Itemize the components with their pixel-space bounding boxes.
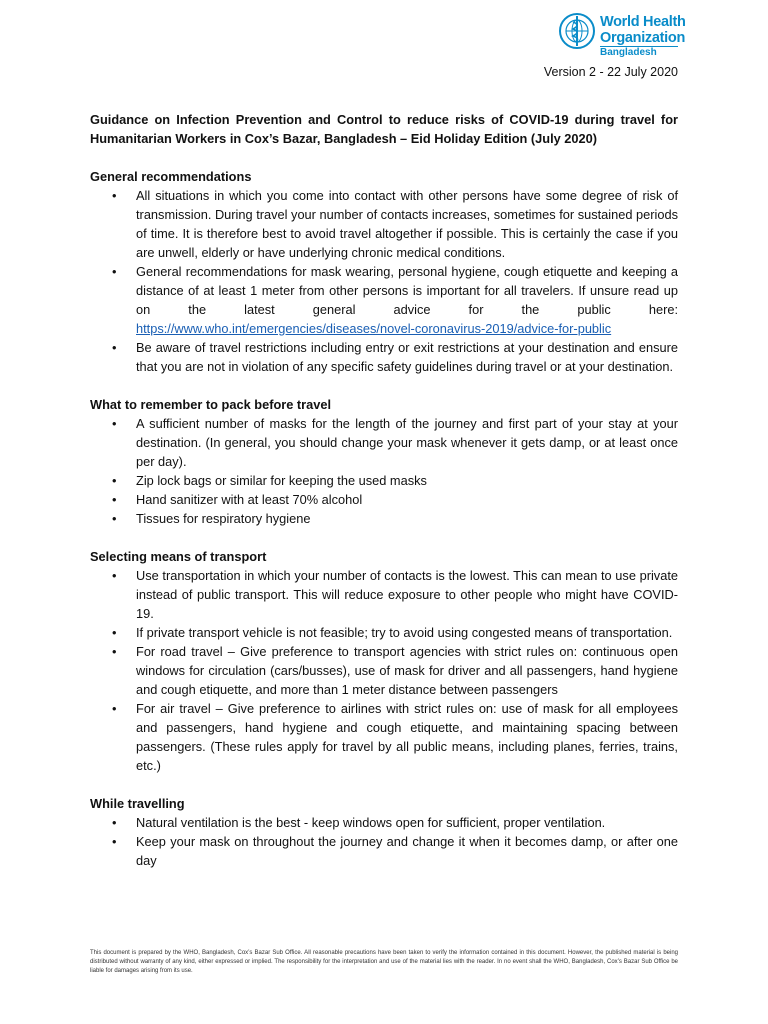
bullet-icon: • bbox=[112, 264, 117, 279]
list-item bbox=[90, 414, 678, 471]
disclaimer-footer: This document is prepared by the WHO, Bangladesh, Cox’s Bazar Sub Office. All reasonable precautions have been taken to verify the information contained in this document. However, the published material is being distributed without warranty of any kind, either expressed or implied. The responsibility for the interpretation and use of the material lies with the reader. In no event shall the WHO, Bangladesh, Cox’s Bazar Sub Office be liable for damages arising from its use. bbox=[90, 950, 678, 974]
list-item-text: For air travel – Give preference to airlines with strict rules on: use of mask for all employees and passengers, hand hygiene and cough etiquette, and maintaining spacing between passengers. (These rules apply for travel by all public means, including planes, ferries, trains, etc.) bbox=[136, 701, 678, 773]
bullet-icon: • bbox=[112, 644, 117, 659]
who-advice-link[interactable]: https://www.who.int/emergencies/diseases/novel-coronavirus-2019/advice-for-public bbox=[136, 321, 612, 336]
list-item bbox=[90, 832, 678, 870]
org-country: Bangladesh bbox=[600, 47, 657, 58]
list-item-text: Zip lock bags or similar for keeping the used masks bbox=[136, 473, 427, 488]
section-heading-travelling: While travelling bbox=[90, 796, 185, 811]
list-item-text: Natural ventilation is the best - keep windows open for sufficient, proper ventilation. bbox=[136, 815, 606, 830]
bullet-icon: • bbox=[112, 625, 117, 640]
org-name-line1: World Health bbox=[600, 14, 686, 30]
bullet-icon: • bbox=[112, 416, 117, 431]
list-item bbox=[90, 642, 678, 699]
list-item bbox=[90, 813, 678, 832]
who-logo bbox=[558, 12, 686, 60]
list-item bbox=[90, 509, 678, 528]
bullet-icon: • bbox=[112, 188, 117, 203]
bullet-icon: • bbox=[112, 511, 117, 526]
list-item bbox=[90, 490, 678, 509]
bullet-icon: • bbox=[112, 834, 117, 849]
list-item-text: If private transport vehicle is not feasible; try to avoid using congested means of transportation. bbox=[136, 625, 673, 640]
transport-list bbox=[90, 566, 678, 775]
list-item-text: All situations in which you come into contact with other persons have some degree of risk of transmission. During travel your number of contacts increases, sometimes for sustained periods of time. It is therefore best to avoid travel altogether if possible. This is certainly the case if you are unwell, elderly or have underlying chronic medical conditions. bbox=[136, 188, 678, 260]
section-heading-pack: What to remember to pack before travel bbox=[90, 397, 332, 412]
pack-list bbox=[90, 414, 678, 528]
travelling-list bbox=[90, 813, 678, 870]
who-emblem-icon bbox=[558, 12, 596, 50]
list-item-text: Keep your mask on throughout the journey and change it when it becomes damp, or after one day bbox=[136, 834, 678, 868]
org-name-line2: Organization bbox=[600, 30, 686, 46]
list-item-text: For road travel – Give preference to transport agencies with strict rules on: continuous open windows for circulation (cars/busses), use of mask for driver and all passengers, hand hygiene and cough etiquette, and more than 1 meter distance between passengers bbox=[136, 644, 678, 697]
list-item-text: Be aware of travel restrictions including entry or exit restrictions at your destination and ensure that you are not in violation of any specific safety guidelines during travel or at your destination. bbox=[136, 340, 678, 374]
list-item bbox=[90, 338, 678, 376]
bullet-icon: • bbox=[112, 473, 117, 488]
section-heading-transport: Selecting means of transport bbox=[90, 549, 267, 564]
list-item bbox=[90, 566, 678, 623]
document-body bbox=[90, 110, 678, 889]
document-title: Guidance on Infection Prevention and Control to reduce risks of COVID-19 during travel for Humanitarian Workers in Cox’s Bazar, Bangladesh – Eid Holiday Edition (July 2020) bbox=[90, 112, 678, 146]
section-heading-general: General recommendations bbox=[90, 169, 252, 184]
list-item-text: Hand sanitizer with at least 70% alcohol bbox=[136, 492, 363, 507]
bullet-icon: • bbox=[112, 492, 117, 507]
general-list bbox=[90, 186, 678, 376]
version-label: Version 2 - 22 July 2020 bbox=[543, 65, 678, 79]
list-item-text: General recommendations for mask wearing, personal hygiene, cough etiquette and keeping a distance of at least 1 meter from other persons is important for all travelers. If unsure read up on the latest general advice for the public here: bbox=[136, 264, 678, 317]
list-item bbox=[90, 262, 678, 338]
list-item bbox=[90, 471, 678, 490]
list-item bbox=[90, 699, 678, 775]
list-item-text: A sufficient number of masks for the length of the journey and first part of your stay at your destination. (In general, you should change your mask whenever it gets damp, or at least once per day). bbox=[136, 416, 678, 469]
org-name bbox=[600, 14, 686, 46]
list-item bbox=[90, 623, 678, 642]
list-item-text: Use transportation in which your number of contacts is the lowest. This can mean to use private instead of public transport. This will reduce exposure to other people who might have COVID-19. bbox=[136, 568, 678, 621]
bullet-icon: • bbox=[112, 568, 117, 583]
bullet-icon: • bbox=[112, 815, 117, 830]
list-item-text: Tissues for respiratory hygiene bbox=[136, 511, 311, 526]
bullet-icon: • bbox=[112, 701, 117, 716]
bullet-icon: • bbox=[112, 340, 117, 355]
list-item bbox=[90, 186, 678, 262]
